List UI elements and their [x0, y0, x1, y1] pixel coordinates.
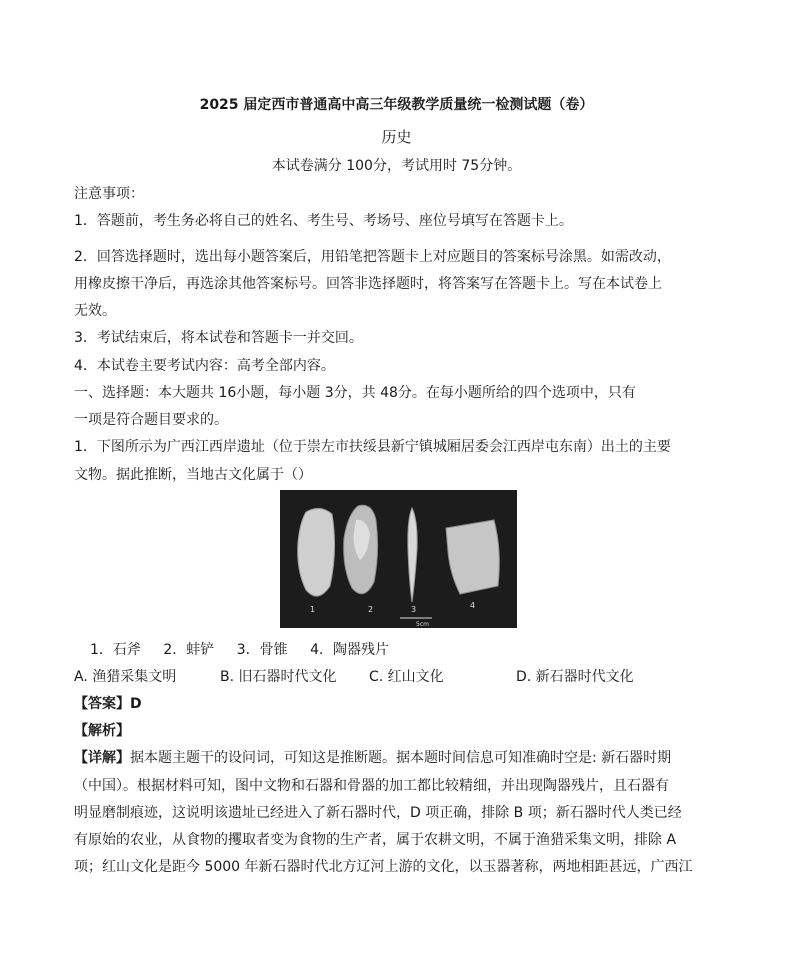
answer-tag: 【答案】: [74, 696, 130, 712]
note-line: 4．本试卷主要考试内容：高考全部内容。: [74, 358, 335, 374]
analysis-tag: 【解析】: [74, 723, 130, 739]
detail-line: （中国）。根据材料可知，图中文物和石器和骨器的加工都比较精细，并出现陶器残片，且石器有: [74, 778, 669, 794]
detail-text: 据本题主题干的设问词，可知这是推断题。据本题时间信息可知准确时空是: 新石器时期: [130, 750, 672, 766]
scale-label: 5cm: [416, 621, 429, 628]
detail-line: [74, 749, 671, 767]
detail-line: 有原始的农业，从食物的攫取者变为食物的生产者，属于农耕文明，不属于渔猎采集文明，排除 A: [74, 832, 677, 848]
section-heading-cont: 一项是符合题目要求的。: [74, 412, 228, 428]
figure-label: 1: [310, 605, 316, 614]
note-line: 2．回答选择题时，选出每小题答案后，用铅笔把答题卡上对应题目的答案标号涂黑。如需改动，: [74, 249, 671, 265]
option-d: D. 新石器时代文化: [516, 669, 634, 685]
detail-tag: 【详解】: [74, 750, 130, 766]
exam-info: 本试卷满分 100分，考试用时 75分钟。: [271, 158, 522, 174]
note-line: 3．考试结束后，将本试卷和答题卡一并交回。: [74, 330, 363, 346]
answer-value: D: [130, 696, 142, 712]
artifact-item: 1．石斧: [90, 642, 141, 658]
note-line: 用橡皮擦干净后，再选涂其他答案标号。回答非选择题时，将答案写在答题卡上。写在本试卷上: [74, 276, 662, 292]
exam-title: 2025 届定西市普通高中高三年级教学质量统一检测试题（卷）: [199, 97, 594, 113]
artifact-photo: [280, 490, 517, 628]
note-line: 1．答题前，考生务必将自己的姓名、考生号、考场号、座位号填写在答题卡上。: [74, 213, 573, 229]
artifact-item: 3．骨锥: [236, 642, 288, 658]
artifact-item: 2．蚌铲: [163, 642, 215, 658]
note-line: 无效。: [74, 303, 116, 319]
question-stem: 1．下图所示为广西江西岸遗址（位于崇左市扶绥县新宁镇城厢居委会江西岸屯东南）出土的主要: [74, 439, 671, 455]
artifact-list: [90, 641, 407, 659]
option-a: A. 渔猎采集文明: [74, 669, 177, 685]
figure-label: 3: [411, 605, 417, 614]
figure-label: 2: [368, 605, 374, 614]
artifact-item: 4．陶器残片: [310, 642, 390, 658]
option-b: B. 旧石器时代文化: [220, 669, 337, 685]
section-heading: 一、选择题：本大题共 16小题，每小题 3分，共 48分。在每小题所给的四个选项中，只有: [74, 385, 636, 401]
stone-axe-artifact: [298, 508, 335, 596]
detail-line: 明显磨制痕迹，这说明该遗址已经进入了新石器时代，D 项正确，排除 B 项；新石器时代人类已经: [74, 805, 682, 821]
notes-heading: 注意事项：: [74, 186, 144, 202]
option-c: C. 红山文化: [369, 669, 444, 685]
answer-line: [74, 695, 142, 713]
question-stem-cont: 文物。据此推断，当地古文化属于（）: [74, 467, 312, 483]
detail-line: 项；红山文化是距今 5000 年新石器时代北方辽河上游的文化，以玉器著称，两地相距甚远，广西江: [74, 859, 693, 875]
figure-label: 4: [470, 601, 476, 610]
subject-title: 历史: [381, 128, 412, 146]
